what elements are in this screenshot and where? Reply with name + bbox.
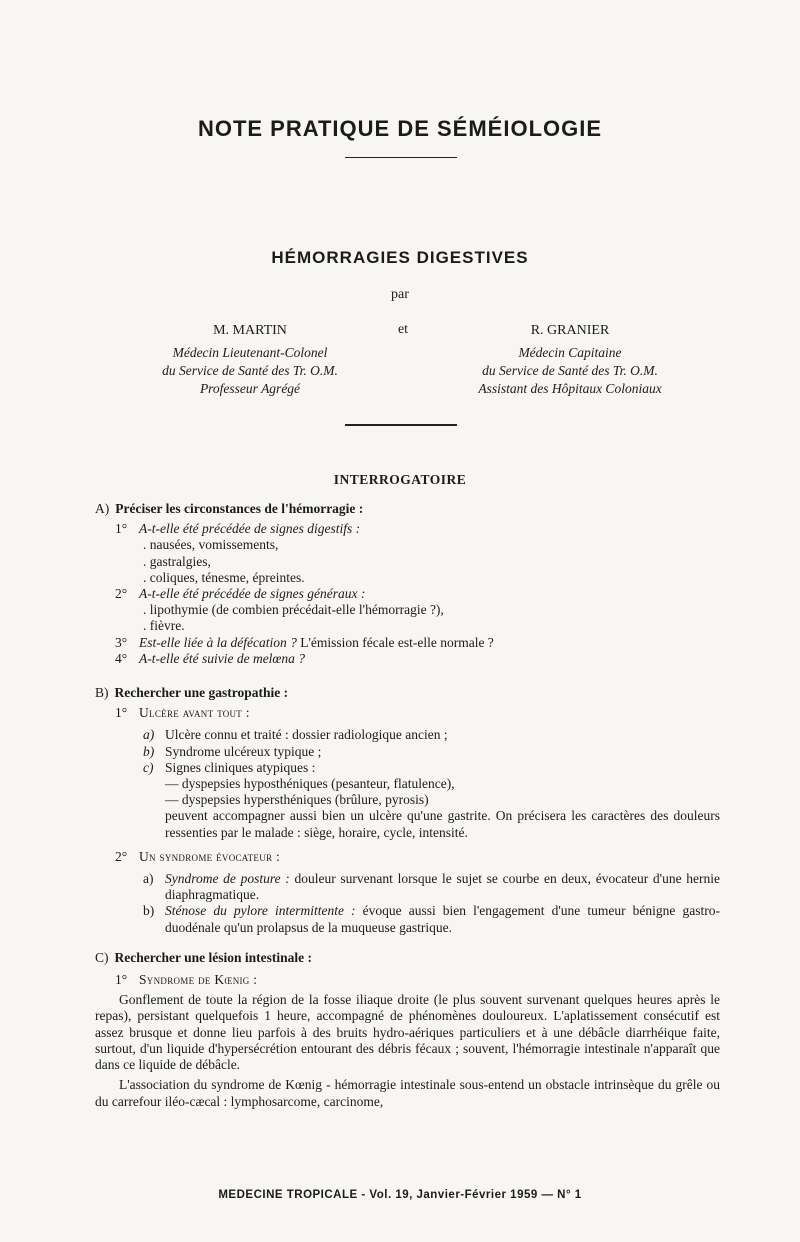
author-granier bbox=[415, 322, 725, 398]
sub-letter: a) bbox=[143, 871, 154, 887]
sub-letter: b) bbox=[143, 743, 155, 759]
item-title: Un syndrome évocateur : bbox=[139, 848, 281, 864]
section-letter: B) bbox=[95, 685, 109, 701]
section-a-title bbox=[95, 501, 720, 517]
list-item bbox=[95, 972, 720, 988]
author-name: M. MARTIN bbox=[213, 323, 287, 338]
item-text: A-t-elle été précédée de signes digestifs : bbox=[139, 521, 361, 537]
sub-text: douleur survenant lorsque le sujet se courbe en deux, évocateur d'une hernie diaphragmatique. bbox=[165, 871, 720, 903]
section-heading: INTERROGATOIRE bbox=[333, 472, 467, 487]
item-number: 2° bbox=[115, 586, 128, 602]
section-letter: A) bbox=[95, 501, 110, 516]
section-a-heading: Préciser les circonstances de l'hémorragie : bbox=[115, 501, 364, 516]
author-line: Assistant des Hôpitaux Coloniaux bbox=[478, 381, 662, 396]
author-martin bbox=[95, 322, 405, 398]
authors-rule bbox=[345, 424, 457, 426]
sub-letter: b) bbox=[143, 903, 155, 919]
title-rule bbox=[345, 157, 457, 158]
author-line: du Service de Santé des Tr. O.M. bbox=[482, 363, 658, 378]
sub-text: évoque aussi bien l'engagement d'une tumeur bénigne gastro-duodénale qu'un prolapsus de la muqueuse gastrique. bbox=[165, 903, 720, 935]
section-b-heading: Rechercher une gastropathie : bbox=[114, 685, 289, 701]
sub-item bbox=[95, 760, 720, 841]
author-line: Médecin Lieutenant-Colonel bbox=[172, 345, 328, 360]
item-number: 3° bbox=[115, 634, 128, 650]
list-item bbox=[95, 849, 720, 865]
sub-text: Signes cliniques atypiques : bbox=[165, 759, 316, 775]
sub-item bbox=[95, 903, 720, 935]
sub-letter: c) bbox=[143, 759, 154, 775]
list-item bbox=[95, 635, 720, 651]
dash-line: — dyspepsies hyposthéniques (pesanteur, flatulence), bbox=[165, 776, 455, 792]
author-line: Médecin Capitaine bbox=[518, 345, 622, 360]
bullet-line: . gastralgies, bbox=[143, 553, 211, 569]
bullet-line: . lipothymie (de combien précédait-elle l'hémorragie ?), bbox=[143, 602, 444, 618]
author-line: Professeur Agrégé bbox=[199, 381, 301, 396]
item-title: Syndrome de Kœnig : bbox=[139, 972, 258, 988]
sub-italic: Syndrome de posture : bbox=[165, 871, 290, 887]
article-subtitle: HÉMORRAGIES DIGESTIVES bbox=[271, 248, 529, 267]
item-text: A-t-elle été précédée de signes généraux : bbox=[139, 586, 366, 602]
list-item bbox=[95, 705, 720, 721]
par-text: par bbox=[391, 287, 409, 302]
sub-text: Syndrome ulcéreux typique ; bbox=[165, 743, 322, 759]
item-text: Est-elle liée à la défécation ? bbox=[139, 634, 297, 650]
document-body bbox=[95, 501, 720, 1110]
et-text: et bbox=[397, 322, 409, 337]
item-number: 1° bbox=[115, 972, 128, 988]
page-title: NOTE PRATIQUE DE SÉMÉIOLOGIE bbox=[197, 116, 603, 141]
sub-italic: Sténose du pylore intermittente : bbox=[165, 903, 356, 919]
author-line: du Service de Santé des Tr. O.M. bbox=[162, 363, 338, 378]
bullet-line: . nausées, vomissements, bbox=[143, 537, 279, 553]
paragraph: L'association du syndrome de Kœnig - hémorragie intestinale sous-entend un obstacle intrinsèque du grêle ou du carrefour iléo-cæcal : lymphosarcome, carcinome, bbox=[95, 1077, 720, 1109]
item-title: Ulcère avant tout : bbox=[139, 705, 250, 721]
sub-item bbox=[95, 871, 720, 903]
item-number: 1° bbox=[115, 521, 128, 537]
item-text-rest: L'émission fécale est-elle normale ? bbox=[296, 634, 494, 650]
item-number: 4° bbox=[115, 650, 128, 666]
section-c-heading: Rechercher une lésion intestinale : bbox=[114, 949, 312, 965]
section-b-title bbox=[95, 685, 720, 701]
list-item bbox=[95, 586, 720, 602]
section-c-title bbox=[95, 950, 720, 966]
dash-line: — dyspepsies hypersthéniques (brûlure, pyrosis) bbox=[165, 792, 429, 808]
list-item bbox=[95, 651, 720, 667]
bullet-line: . coliques, ténesme, épreintes. bbox=[143, 569, 305, 585]
item-number: 2° bbox=[115, 848, 128, 864]
item-text: A-t-elle été suivie de melœna ? bbox=[139, 650, 306, 666]
sub-text: Ulcère connu et traité : dossier radiologique ancien ; bbox=[165, 727, 448, 743]
sub-continuation: peuvent accompagner aussi bien un ulcère qu'une gastrite. On précisera les caractères des douleurs ressenties par le malade : siège, horaire, cycle, intensité. bbox=[165, 808, 720, 840]
list-item bbox=[95, 521, 720, 537]
author-name: R. GRANIER bbox=[530, 323, 610, 338]
sub-item bbox=[95, 727, 720, 743]
sub-item bbox=[95, 744, 720, 760]
paragraph: Gonflement de toute la région de la fosse iliaque droite (le plus souvent survenant quelques heures après le repas), persistant quelquefois 1 heure, accompagné de phénomènes douloureux. L'aplatissement consécutif est assez brusque et donne lieu parfois à des bruits hydro-aériques particuliers et à une débâcle diarrhéique faite, surtout, d'un liquide d'hypersécrétion entourant des débris fécaux ; souvent, l'hémorragie intestinale n'apparaît que dans ce liquide de débâcle. bbox=[95, 992, 720, 1073]
sub-letter: a) bbox=[143, 727, 155, 743]
journal-footer: MEDECINE TROPICALE - Vol. 19, Janvier-Février 1959 — N° 1 bbox=[218, 1189, 582, 1201]
bullet-line: . fièvre. bbox=[143, 618, 185, 634]
section-letter: C) bbox=[95, 949, 109, 965]
item-number: 1° bbox=[115, 705, 128, 721]
